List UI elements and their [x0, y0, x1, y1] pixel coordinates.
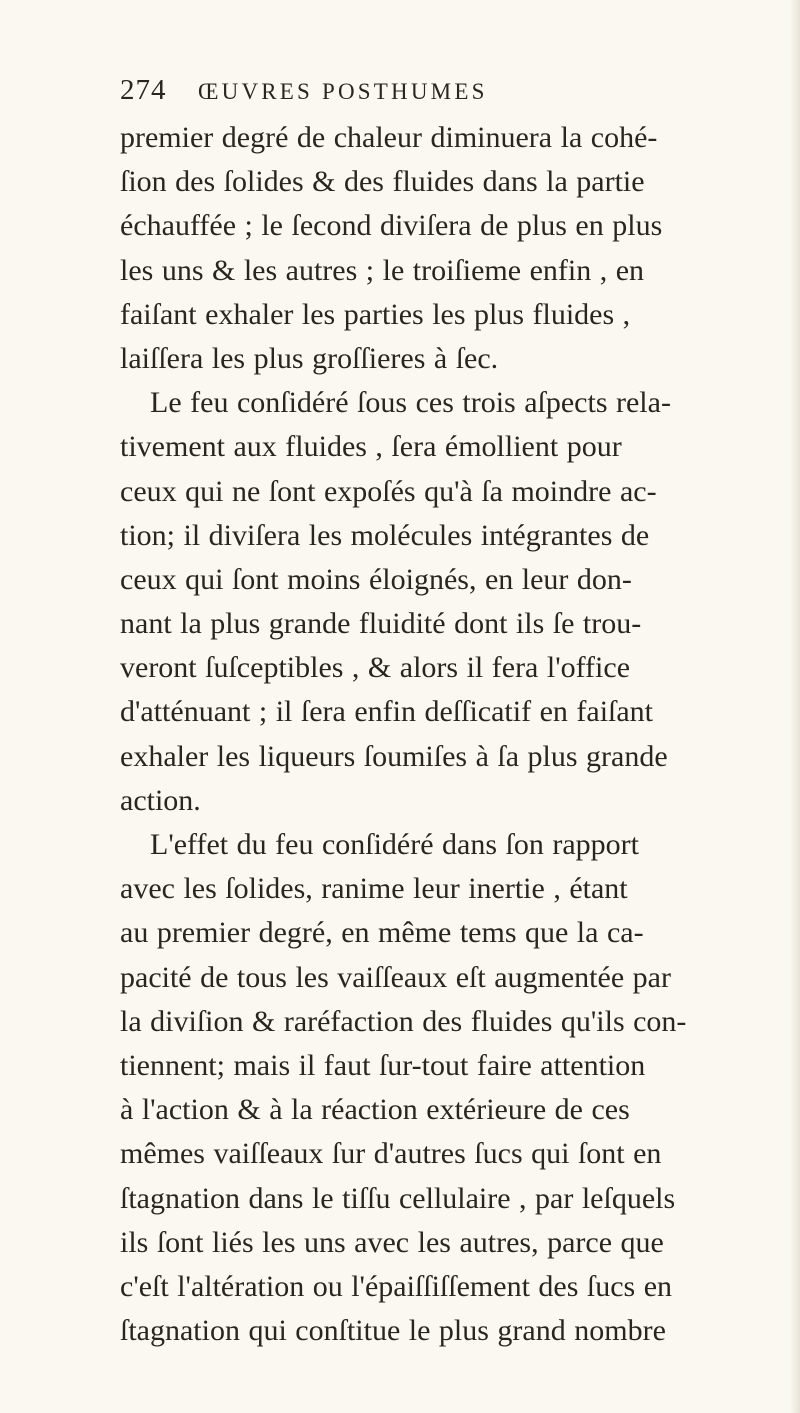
- text-line: avec les ſolides, ranime leur inertie , étant: [120, 872, 628, 906]
- text-line: veront ſuſceptibles , & alors il fera l'office: [120, 651, 631, 685]
- text-line: au premier degré, en même tems que la ca-: [120, 916, 644, 950]
- text-line: ſion des ſolides & des fluides dans la partie: [120, 165, 645, 199]
- text-line: premier degré de chaleur diminuera la cohé-: [120, 121, 658, 154]
- text-line: échauffée ; le ſecond diviſera de plus en plus: [120, 209, 663, 243]
- text-line: faiſant exhaler les parties les plus fluides ,: [120, 297, 631, 331]
- text-line: la diviſion & raréfaction des fluides qu'ils con-: [120, 1004, 687, 1038]
- page-edge-shadow: [790, 0, 800, 1413]
- text-line: action.: [120, 783, 201, 817]
- text-line: ceux qui ſont moins éloignés, en leur don-: [120, 562, 632, 596]
- page-number: 274: [120, 74, 167, 106]
- text-line: c'eſt l'altération ou l'épaiſſiſſement des ſucs en: [120, 1269, 673, 1303]
- paragraph-start-line: Le feu conſidéré ſous ces trois aſpects rela-: [150, 386, 671, 420]
- text-line: ſtagnation dans le tiſſu cellulaire , par leſquels: [120, 1181, 676, 1215]
- text-line: exhaler les liqueurs ſoumiſes à ſa plus grande: [120, 739, 668, 773]
- paragraph-start-line: L'effet du feu conſidéré dans ſon rapport: [150, 828, 640, 861]
- text-line: d'atténuant ; il ſera enfin deſſicatif en faiſant: [120, 695, 654, 729]
- text-line: ceux qui ne ſont expoſés qu'à ſa moindre ac-: [120, 474, 657, 508]
- body-text: [120, 116, 800, 1353]
- text-line: tivement aux fluides , ſera émollient pour: [120, 430, 622, 464]
- text-line: tiennent; mais il faut ſur-tout faire attention: [120, 1048, 646, 1082]
- text-line: pacité de tous les vaiſſeaux eſt augmentée par: [120, 960, 671, 994]
- text-line: laiſſera les plus groſſieres à ſec.: [120, 341, 499, 375]
- running-title: ŒUVRES POSTHUMES: [198, 79, 488, 104]
- text-line: les uns & les autres ; le troiſieme enfin , en: [120, 253, 645, 287]
- text-line: ils ſont liés les uns avec les autres, parce que: [120, 1225, 664, 1259]
- text-line: à l'action & à la réaction extérieure de ces: [120, 1093, 630, 1127]
- text-line: nant la plus grande fluidité dont ils ſe trou-: [120, 607, 642, 641]
- running-head: [120, 74, 488, 116]
- text-line: ſtagnation qui conſtitue le plus grand nombre: [120, 1314, 666, 1348]
- text-line: mêmes vaiſſeaux ſur d'autres ſucs qui ſont en: [120, 1137, 662, 1171]
- text-line: tion; il diviſera les molécules intégrantes de: [120, 518, 650, 552]
